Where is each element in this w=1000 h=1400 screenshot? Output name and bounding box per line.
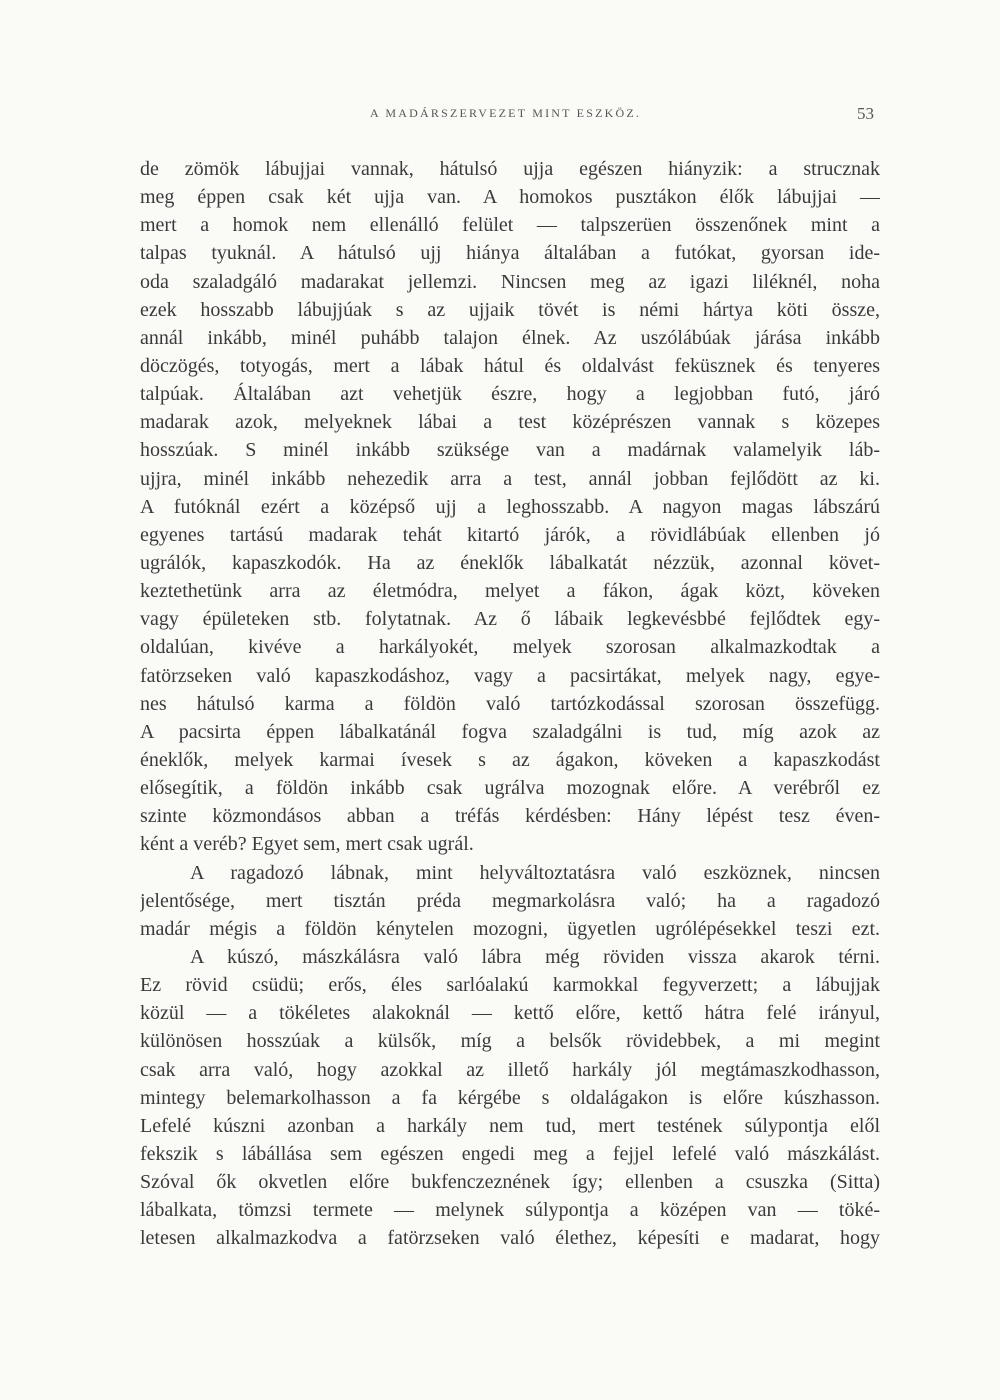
- text-line: annál inkább, minél puhább talajon élnek. Az uszólábúak járása inkább: [140, 326, 880, 349]
- text-line: közül — a tökéletes alakoknál — kettő előre, kettő hátra felé irányul,: [140, 1002, 880, 1025]
- page-number: 53: [857, 104, 874, 123]
- text-line: Szóval ők okvetlen előre bukfenczeznének így; ellenben a csuszka (Sitta): [140, 1171, 880, 1194]
- text-line: talpas tyuknál. A hátulsó ujj hiánya általában a futókat, gyorsan ide-: [140, 242, 880, 265]
- text-line: keztethetünk arra az életmódra, melyet a fákon, ágak közt, köveken: [140, 580, 880, 603]
- text-line: oldalúan, kivéve a harkályokét, melyek szorosan alkalmazkodtak a: [140, 636, 880, 659]
- text-line: letesen alkalmazkodva a fatörzseken való élethez, képesíti e madarat, hogy: [140, 1227, 880, 1250]
- text-line: ujjra, minél inkább nehezedik arra a test, annál jobban fejlődött az ki.: [140, 467, 880, 490]
- text-line: hosszúak. S minél inkább szüksége van a madárnak valamelyik láb-: [140, 439, 880, 462]
- text-line: Ez rövid csüdü; erős, éles sarlóalakú karmokkal fegyverzett; a lábujjak: [140, 974, 880, 997]
- text-line: A kúszó, mászkálásra való lábra még röviden vissza akarok térni.: [190, 945, 880, 968]
- text-line: talpúak. Általában azt vehetjük észre, hogy a legjobban futó, járó: [140, 383, 880, 406]
- text-line: ugrálók, kapaszkodók. Ha az éneklők lábalkatát nézzük, azonnal követ-: [140, 551, 880, 574]
- running-head: A MADÁRSZERVEZET MINT ESZKÖZ.: [370, 106, 642, 120]
- text-line: madár mégis a földön kénytelen mozogni, ügyetlen ugrólépésekkel teszi ezt.: [140, 917, 880, 940]
- text-line: A futóknál ezért a középső ujj a leghosszabb. A nagyon magas lábszárú: [140, 495, 880, 518]
- text-line: különösen hosszúak a külsők, míg a belsők rövidebbek, a mi megint: [140, 1030, 880, 1053]
- text-line: Lefelé kúszni azonban a harkály nem tud, mert testének súlypontja elől: [140, 1114, 880, 1137]
- text-line: ezek hosszabb lábujjúak s az ujjaik tövét is némi hártya köti össze,: [140, 298, 880, 321]
- text-line: elősegítik, a földön inkább csak ugrálva mozognak előre. A verébről ez: [140, 777, 880, 800]
- body-text: [140, 155, 880, 1252]
- text-line: fekszik s lábállása sem egészen engedi meg a fejjel lefelé való mászkálást.: [140, 1142, 880, 1165]
- text-line: döczögés, totyogás, mert a lábak hátul és oldalvást feküsznek és tenyeres: [140, 354, 880, 377]
- text-line: meg éppen csak két ujja van. A homokos pusztákon élők lábujjai —: [140, 186, 880, 209]
- text-line: egyenes tartású madarak tehát kitartó járók, a rövidlábúak ellenben jó: [140, 523, 880, 546]
- text-line: madarak azok, melyeknek lábai a test középrészen vannak s közepes: [140, 411, 880, 434]
- text-line: nes hátulsó karma a földön való tartózkodással szorosan összefügg.: [140, 692, 880, 715]
- text-line: fatörzseken való kapaszkodáshoz, vagy a pacsirtákat, melyek nagy, egye-: [140, 664, 880, 687]
- text-line: éneklők, melyek karmai ívesek s az ágakon, köveken a kapaszkodást: [140, 748, 880, 771]
- text-line: A pacsirta éppen lábalkatánál fogva szaladgálni is tud, míg azok az: [140, 720, 880, 743]
- text-line: vagy épületeken stb. folytatnak. Az ő lábaik legkevésbbé fejlődtek egy-: [140, 608, 880, 631]
- text-line: jelentősége, mert tisztán préda megmarkolásra való; ha a ragadozó: [140, 889, 880, 912]
- text-line: mintegy belemarkolhasson a fa kérgébe s oldalágakon is előre kúszhasson.: [140, 1086, 880, 1109]
- text-line: A ragadozó lábnak, mint helyváltoztatásra való eszköznek, nincsen: [190, 861, 880, 884]
- text-line: lábalkata, tömzsi termete — melynek súlypontja a középen van — töké-: [140, 1199, 880, 1222]
- text-line: csak arra való, hogy azokkal az illető harkály jól megtámaszkodhasson,: [140, 1058, 880, 1081]
- text-line: ként a veréb? Egyet sem, mert csak ugrál.: [140, 833, 474, 856]
- text-line: oda szaladgáló madarakat jellemzi. Nincsen meg az igazi liléknél, noha: [140, 270, 880, 293]
- text-line: szinte közmondásos abban a tréfás kérdésben: Hány lépést tesz éven-: [140, 805, 880, 828]
- text-line: mert a homok nem ellenálló felület — talpszerüen összenőnek mint a: [140, 214, 880, 237]
- text-line: de zömök lábujjai vannak, hátulsó ujja egészen hiányzik: a strucznak: [140, 158, 880, 180]
